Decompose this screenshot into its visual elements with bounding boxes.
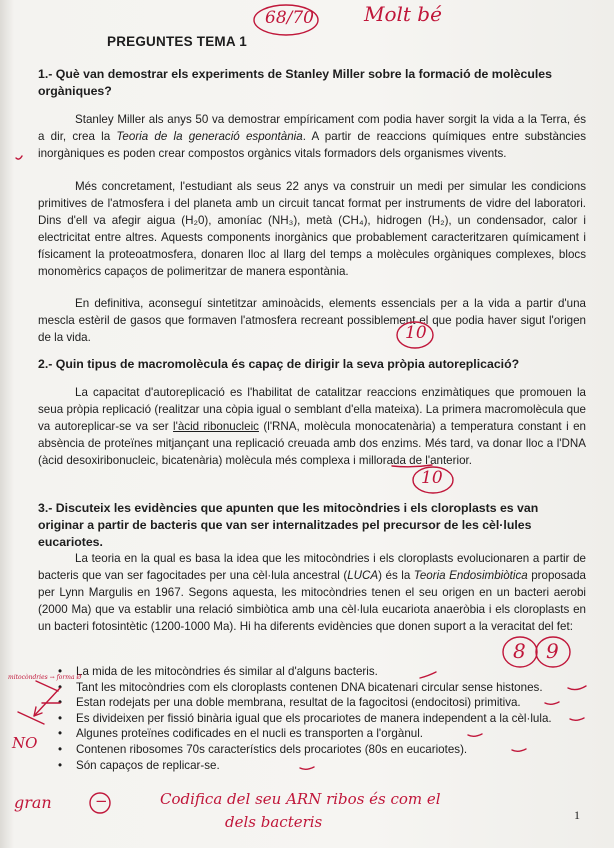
q3-text-a: La teoria en la qual es basa la idea que les mitocòndries i els cloroplasts evolucionaren a partir de bacteris que van ser fagocitades per una cèl·lula ancestral ( bbox=[38, 552, 586, 582]
margin-no: NO bbox=[12, 734, 38, 752]
q3-text-c: proposada per Lynn Margulis en 1967. Segons aquesta, les mitocòndries tenen el seu origen en un bacteri aerobi (2000 Ma) que va establir una relació simbiòtica amb una cèl·lula eucariota anaeròbia i els cloroplasts en un bacteri fotosintètic (1200-1000 Ma). Hi ha diferents evidències que donen suport a la veracitat del fet: bbox=[38, 569, 587, 633]
list-item: • Contenen ribosomes 70s característics dels procariotes (80s en eucariotes). bbox=[38, 742, 598, 758]
margin-note: mitocòndries → forma Ø bbox=[8, 674, 82, 681]
score-q3-b: 9 bbox=[546, 639, 559, 663]
list-item: • La mida de les mitocòndries és similar al d'alguns bacteris. bbox=[38, 664, 598, 680]
list-item: • Es divideixen per fissió binària igual que els procariotes de manera independent a la cèl·lula. bbox=[38, 711, 598, 727]
list-item: • Algunes proteïnes codificades en el nucli es transporten a l'orgànul. bbox=[38, 726, 598, 742]
total-score: 68/70 bbox=[265, 8, 314, 28]
list-item: • Estan rodejats per una doble membrana, resultat de la fagocitosi (endocitosi) primitiva. bbox=[38, 695, 598, 711]
question-3-heading: 3.- Discuteix les evidències que apunten que les mitocòndries i els cloroplasts es van originar a partir de bacteris que van ser internalitzades pel precursor de les cèl·lules eucariotes. bbox=[38, 501, 539, 549]
q2-text: La capacitat d'autoreplicació es l'habilitat de catalitzar reaccions enzimàtiques que promouen la seua pròpia replicació (realitzar una còpia igual o semblant d'ella mateixa). La primera macromolècula que va autoreplicar-se va ser bbox=[38, 386, 586, 433]
q1-p1-text: Stanley Miller als anys 50 va demostrar empíricament com podia haver sorgit la vida a la Terra, és a dir, crea la bbox=[38, 113, 586, 143]
question-1-heading: 1.- Què van demostrar els experiments de Stanley Miller sobre la formació de molècules orgàniques? bbox=[38, 67, 552, 98]
q1-paragraph-2: Més concretament, l'estudiant als seus 22 anys va construir un medi per simular les condicions primitives de l'atmosfera i del planeta amb un circuit tancat format per instruments de vidre del laboratori. Dins d'ell va afegir aigua (H₂0), amoníac (NH₃), metà (CH₄), hidrogen (H₂), un condensador, calor i electricitat entre altres. Aquests components inorgànics que probablement caracteritzaren químicament i físicament la proteoatmosfera, donaren lloc al llarg del temps a molècules orgàniques complexes, blocs monomèrics capaços de polimeritzar de manera espontània. bbox=[38, 180, 586, 278]
q1-paragraph-3: En definitiva, aconseguí sintetitzar aminoàcids, elements essencials per a la vida a partir d'una mescla estèril de gasos que formaven l'atmosfera recreant possiblement el que podia haver sigut l'origen de la vida. bbox=[38, 297, 586, 344]
q1-p1-italic: Teoria de la generació espontània bbox=[116, 130, 303, 143]
question-2-heading: 2.- Quin tipus de macromolècula és capaç de dirigir la seva pròpia autoreplicació? bbox=[38, 357, 520, 371]
q3-italic-theory: Teoria Endosimbiòtica bbox=[413, 569, 528, 582]
minus-sign: − bbox=[95, 792, 108, 810]
page-title: PREGUNTES TEMA 1 bbox=[107, 34, 247, 49]
list-item: • Tant les mitocòndries com els cloroplasts contenen DNA bicatenari circular sense histones. bbox=[38, 680, 598, 696]
list-item: • Són capaços de replicar-se. bbox=[38, 758, 598, 774]
q3-italic-luca: LUCA bbox=[347, 569, 379, 582]
margin-gran: gran bbox=[14, 793, 52, 812]
q1-p1-text-2: . A partir de reaccions químiques entre substàncies inorgàniques es poden crear compostos orgànics vitals formadors dels organismes vivents. bbox=[38, 130, 587, 160]
comment-line-1: Codifica del seu ARN ribos és com el bbox=[160, 790, 441, 808]
q2-underlined-term: l'àcid ribonucleic bbox=[173, 420, 259, 433]
comment-line-2: dels bacteris bbox=[225, 813, 323, 831]
page-number: 1 bbox=[574, 808, 580, 822]
score-q3-a: 8 bbox=[513, 639, 526, 663]
q2-text-2: (l'RNA, molècula monocatenària) a temperatura constant i en absència de proteïnes mitjançant una replicació creuada amb dos enzims. Més tard, va donar lloc a l'DNA (àcid desoxiribonucleic, bicatenària) molècula més complexa i millorada de l'anterior. bbox=[38, 420, 587, 467]
score-q2: 10 bbox=[421, 468, 443, 488]
score-q1: 10 bbox=[405, 323, 427, 343]
grade-comment: Molt bé bbox=[364, 2, 442, 26]
q3-text-b: ) és la bbox=[378, 569, 414, 582]
